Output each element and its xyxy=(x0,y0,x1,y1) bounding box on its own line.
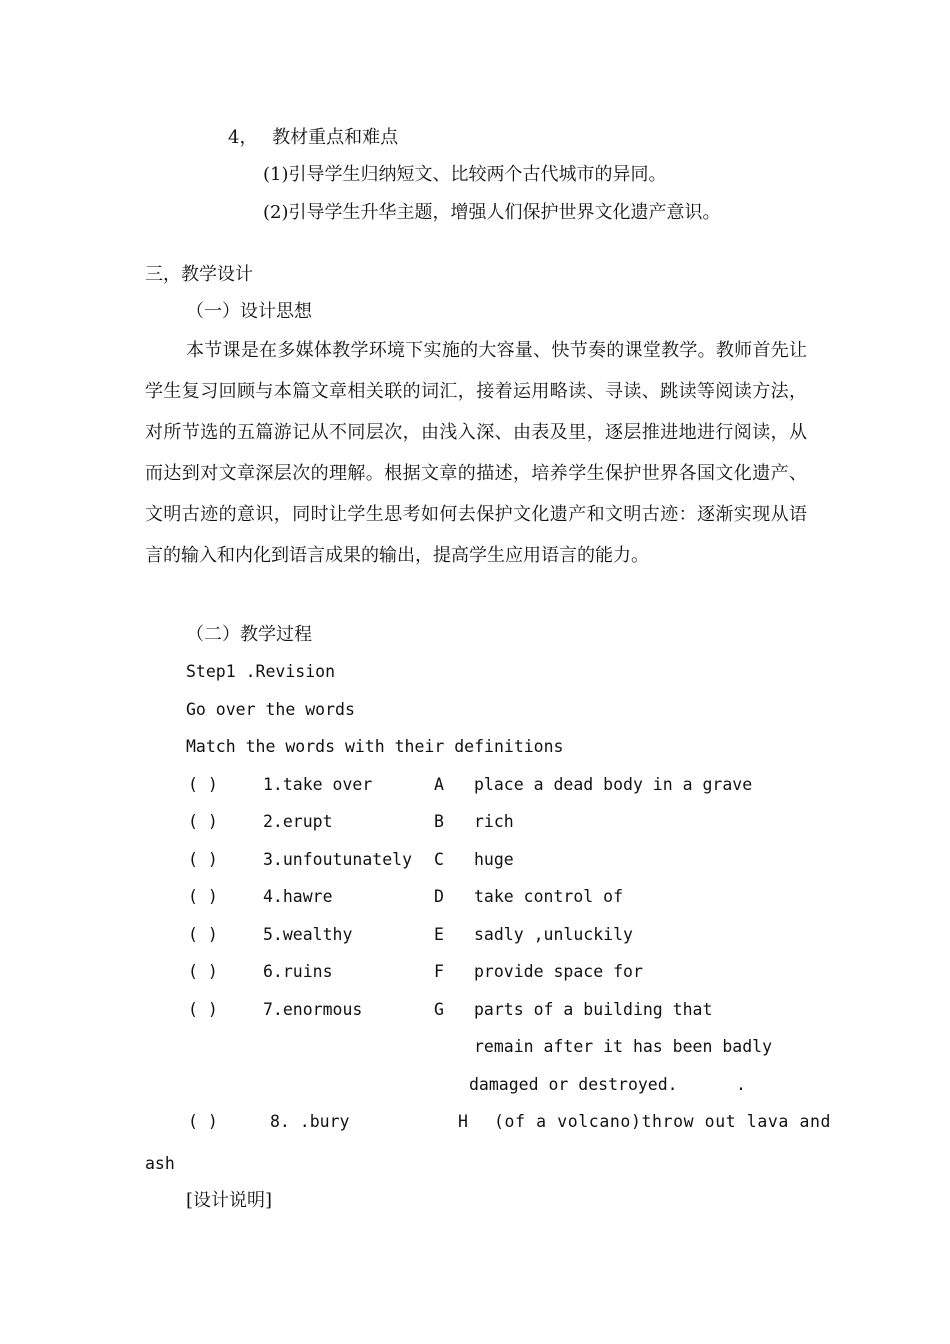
step1-title: Step1 .Revision xyxy=(186,662,336,681)
definition-g-continued: remain after it has been badly xyxy=(474,1037,773,1056)
section4-heading: 4， 教材重点和难点 xyxy=(228,127,399,148)
design-note-label: [设计说明] xyxy=(186,1190,273,1211)
match-word: 4.hawre xyxy=(263,887,333,906)
match-letter: B xyxy=(434,812,444,831)
match-definition: huge xyxy=(474,850,514,869)
match-letter: C xyxy=(434,850,444,869)
match-letter: G xyxy=(434,1000,444,1019)
match-letter: H xyxy=(458,1112,468,1131)
answer-blank[interactable]: ( ) xyxy=(188,925,218,944)
answer-blank[interactable]: ( ) xyxy=(188,1112,218,1131)
answer-blank[interactable]: ( ) xyxy=(188,812,218,831)
match-instruction: Match the words with their definitions xyxy=(186,737,564,756)
match-definition: provide space for xyxy=(474,962,643,981)
match-word: 7.enormous xyxy=(263,1000,363,1019)
answer-blank[interactable]: ( ) xyxy=(188,850,218,869)
answer-blank[interactable]: ( ) xyxy=(188,775,218,794)
match-definition: take control of xyxy=(474,887,624,906)
match-word: 5.wealthy xyxy=(263,925,353,944)
definition-g-continued-2: damaged or destroyed. xyxy=(469,1075,678,1094)
match-word: 3.unfoutunately xyxy=(263,850,413,869)
match-letter: E xyxy=(434,925,444,944)
design-idea-paragraph: 本节课是在多媒体教学环境下实施的大容量、快节奏的课堂教学。教师首先让学生复习回顾与本篇文章相关联的词汇，接着运用略读、寻读、跳读等阅读方法，对所节选的五篇游记从不同层次，由浅入深、由表及里，逐层推进地进行阅读，从而达到对文章深层次的理解。根据文章的描述，培养学生保护世界各国文化遗产、文明古迹的意识，同时让学生思考如何去保护文化遗产和文明古迹：逐渐实现从语言的输入和内化到语言成果的输出，提高学生应用语言的能力。 xyxy=(145,340,807,566)
match-definition: parts of a building that xyxy=(474,1000,713,1019)
match-word: 2.erupt xyxy=(263,812,333,831)
section4-point2: (2)引导学生升华主题，增强人们保护世界文化遗产意识。 xyxy=(263,202,721,223)
match-word: 1.take over xyxy=(263,775,373,794)
match-word: 8. .bury xyxy=(270,1112,350,1131)
answer-blank[interactable]: ( ) xyxy=(188,962,218,981)
match-definition: place a dead body in a grave xyxy=(474,775,753,794)
match-definition: rich xyxy=(474,812,514,831)
go-over-words: Go over the words xyxy=(186,700,355,719)
answer-blank[interactable]: ( ) xyxy=(188,887,218,906)
trailing-dot: . xyxy=(736,1075,746,1094)
match-word: 6.ruins xyxy=(263,962,333,981)
match-letter: D xyxy=(434,887,444,906)
subheading-teaching-process: （二）教学过程 xyxy=(186,624,312,645)
section4-point1: (1)引导学生归纳短文、比较两个古代城市的异同。 xyxy=(263,164,667,185)
answer-blank[interactable]: ( ) xyxy=(188,1000,218,1019)
match-definition: (of a volcano)throw out lava and xyxy=(494,1112,832,1131)
subheading-design-idea: （一）设计思想 xyxy=(186,301,312,322)
match-letter: A xyxy=(434,775,444,794)
match-letter: F xyxy=(434,962,444,981)
definition-h-wrap: ash xyxy=(145,1154,175,1173)
section3-heading: 三，教学设计 xyxy=(145,264,253,285)
match-definition: sadly ,unluckily xyxy=(474,925,633,944)
